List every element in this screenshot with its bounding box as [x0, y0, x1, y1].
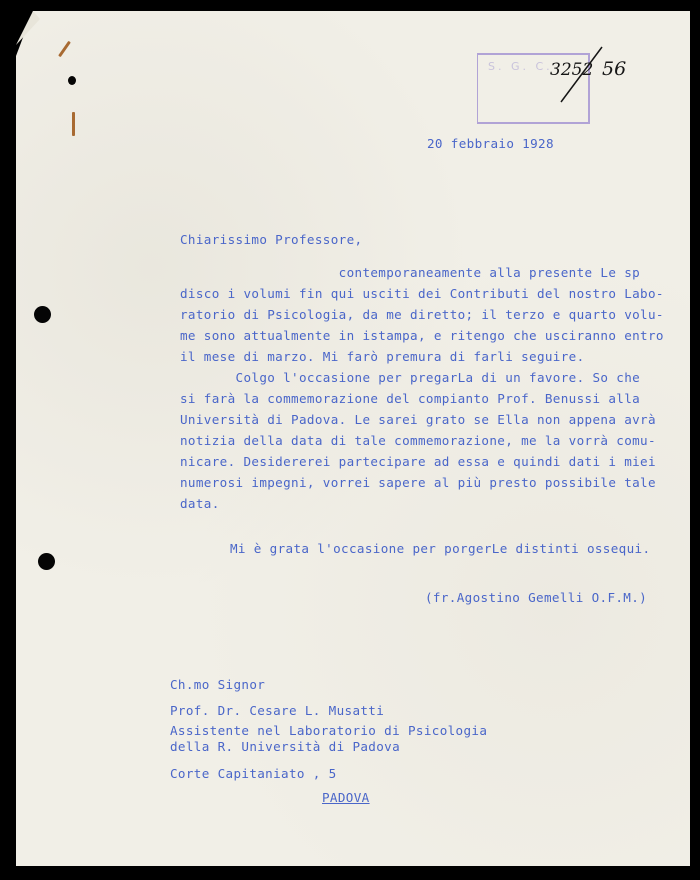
body-line: nicare. Desidererei partecipare ad essa e quindi dati i miei	[180, 454, 656, 469]
address-line: Prof. Dr. Cesare L. Musatti	[170, 703, 385, 718]
body-line: il mese di marzo. Mi farò premura di farli seguire.	[180, 349, 585, 364]
salutation: Chiarissimo Professore,	[180, 232, 363, 247]
address-line: della R. Università di Padova	[170, 739, 401, 754]
body-line: Colgo l'occasione per pregarLa di un favore. So che	[180, 370, 641, 385]
body-line: si farà la commemorazione del compianto Prof. Benussi alla	[180, 391, 641, 406]
address-line: Ch.mo Signor	[170, 677, 266, 692]
address-line: Assistente nel Laboratorio di Psicologia	[170, 723, 488, 738]
staple-hole	[68, 76, 76, 85]
body-line: numerosi impegni, vorrei sapere al più presto possibile tale	[180, 475, 656, 490]
address-line: Corte Capitaniato , 5	[170, 766, 337, 781]
handwritten-suffix: 56	[602, 58, 627, 80]
handwritten-number: 3252	[550, 60, 594, 80]
body-line: Università di Padova. Le sarei grato se Ella non appena avrà	[180, 412, 656, 427]
body-line: disco i volumi fin qui usciti dei Contributi del nostro Labo-	[180, 286, 664, 301]
body-line: ratorio di Psicologia, da me diretto; il terzo e quarto volu-	[180, 307, 664, 322]
address-city: PADOVA	[322, 790, 370, 805]
rust-mark	[72, 112, 75, 136]
handwritten-slash	[555, 45, 605, 105]
closing-formula: Mi è grata l'occasione per porgerLe distinti ossequi.	[230, 541, 651, 556]
punch-hole	[34, 306, 51, 323]
body-line: notizia della data di tale commemorazione, me la vorrà comu-	[180, 433, 656, 448]
letter-body	[180, 262, 664, 514]
body-line: contemporaneamente alla presente Le sp	[180, 265, 641, 280]
stamp-text: S. G. C.	[488, 60, 553, 73]
body-line: data.	[180, 496, 220, 511]
punch-hole	[38, 553, 55, 570]
signature: (fr.Agostino Gemelli O.F.M.)	[425, 590, 648, 605]
body-line: me sono attualmente in istampa, e ritengo che usciranno entro	[180, 328, 664, 343]
letter-date: 20 febbraio 1928	[427, 136, 554, 151]
